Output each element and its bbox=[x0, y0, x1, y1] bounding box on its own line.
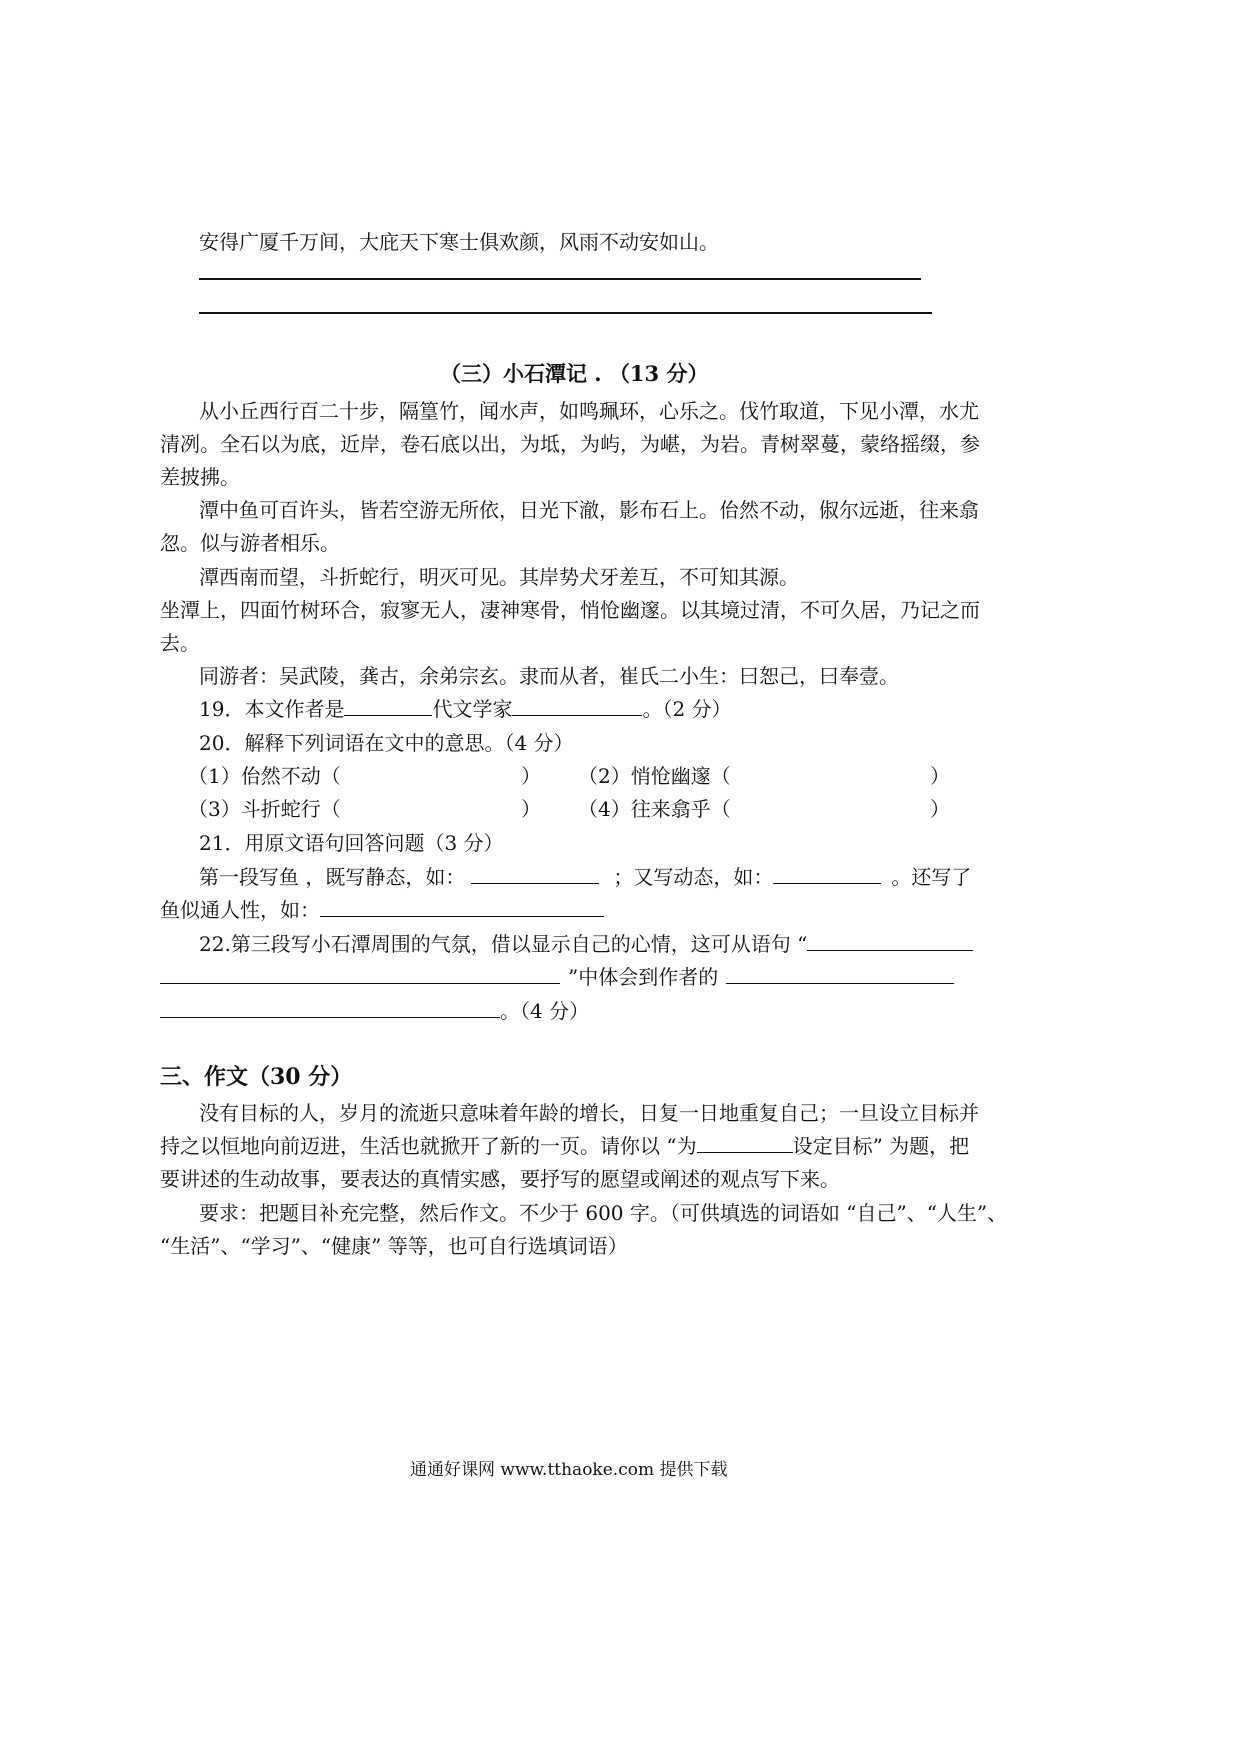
question-22-line-1 bbox=[199, 928, 973, 957]
q19-blank-dynasty[interactable] bbox=[344, 695, 432, 716]
q20-item-4-label: （4）往来翕乎（ bbox=[578, 797, 731, 821]
question-21-line-2 bbox=[160, 894, 604, 923]
composition-text-b: 设定目标” 为题，把 bbox=[792, 1134, 970, 1158]
passage-line: 清冽。全石以为底，近岸，卷石底以出，为坻，为屿，为嵁，为岩。青树翠蔓，蒙络摇缀，参 bbox=[160, 432, 980, 456]
composition-requirement: 要求：把题目补充完整，然后作文。不少于 600 字。（可供填选的词语如 “自己”、“人生”、 bbox=[199, 1201, 1008, 1225]
q21-blank-static[interactable] bbox=[471, 863, 599, 884]
passage-line: 坐潭上，四面竹树环合，寂寥无人，凄神寒骨，悄怆幽邃。以其境过清，不可久居，乃记之而 bbox=[160, 598, 980, 622]
q22-blank-mood-b[interactable] bbox=[160, 997, 500, 1018]
composition-requirement: “生活”、“学习”、“健康” 等等，也可自行选填词语） bbox=[160, 1234, 628, 1258]
composition-line-2 bbox=[160, 1130, 969, 1159]
q21-text-d: 鱼似通人性，如： bbox=[160, 898, 320, 922]
q22-blank-mood-a[interactable] bbox=[726, 963, 954, 984]
q22-blank-sentence-a[interactable] bbox=[807, 930, 973, 951]
answer-line-1 bbox=[199, 278, 921, 280]
q21-text-a: 第一段写鱼 ，既写静态，如： bbox=[199, 865, 466, 889]
composition-title-blank[interactable] bbox=[697, 1132, 793, 1153]
q20-item-1-label: （1）佁然不动（ bbox=[188, 764, 341, 788]
q21-text-b: ；又写动态，如： bbox=[613, 865, 774, 889]
passage-line: 去。 bbox=[160, 631, 200, 655]
q21-text-c: 。还写了 bbox=[891, 865, 972, 889]
q21-blank-dynamic[interactable] bbox=[773, 863, 881, 884]
passage-line: 从小丘西行百二十步，隔篁竹，闻水声，如鸣珮环，心乐之。伐竹取道，下见小潭，水尤 bbox=[199, 399, 979, 423]
question-21-line-1 bbox=[199, 861, 971, 890]
passage-line: 潭中鱼可百许头，皆若空游无所依，日光下澈，影布石上。佁然不动，俶尔远逝，往来翕 bbox=[199, 498, 979, 522]
q20-item-3-label: （3）斗折蛇行（ bbox=[188, 797, 341, 821]
question-22-line-2 bbox=[160, 961, 954, 990]
q22-blank-sentence-b[interactable] bbox=[160, 963, 560, 984]
question-22-line-3 bbox=[160, 995, 589, 1024]
footer-source: 通通好课网 www.tthaoke.com 提供下载 bbox=[410, 1460, 728, 1480]
q19-blank-author[interactable] bbox=[512, 695, 642, 716]
q20-item-2-label: （2）悄怆幽邃（ bbox=[578, 764, 731, 788]
section-title: （三）小石潭记 . （13 分） bbox=[440, 361, 709, 386]
composition-line: 要讲述的生动故事，要表达的真情实感，要抒写的愿望或阐述的观点写下来。 bbox=[160, 1167, 840, 1191]
q19-text-a: 19．本文作者是 bbox=[199, 697, 345, 721]
q19-text-b: 代文学家 bbox=[432, 697, 513, 721]
passage-line: 忽。似与游者相乐。 bbox=[160, 531, 340, 555]
composition-line: 没有目标的人，岁月的流逝只意味着年龄的增长，日复一日地重复自己；一旦设立目标并 bbox=[199, 1101, 979, 1125]
q21-blank-human[interactable] bbox=[320, 896, 604, 917]
q22-text-c: 。（4 分） bbox=[500, 999, 590, 1023]
answer-line-2 bbox=[199, 312, 932, 314]
q20-item-1-close: ） bbox=[521, 764, 541, 788]
q22-text-a: 22.第三段写小石潭周围的气氛，借以显示自己的心情，这可从语句 “ bbox=[199, 932, 808, 956]
q20-item-3-close: ） bbox=[521, 797, 541, 821]
q20-item-4-close: ） bbox=[930, 797, 950, 821]
passage-line: 同游者：吴武陵，龚古，余弟宗玄。隶而从者，崔氏二小生：曰恕己，曰奉壹。 bbox=[199, 664, 899, 688]
q19-text-c: 。（2 分） bbox=[642, 697, 732, 721]
passage-line: 差披拂。 bbox=[160, 465, 240, 489]
q22-text-b: ”中体会到作者的 bbox=[568, 965, 719, 989]
poem-line: 安得广厦千万间，大庇天下寒士俱欢颜，风雨不动安如山。 bbox=[199, 230, 719, 254]
question-19 bbox=[199, 693, 732, 722]
question-21-title: 21．用原文语句回答问题（3 分） bbox=[199, 831, 504, 855]
question-20-title: 20．解释下列词语在文中的意思。（4 分） bbox=[199, 731, 574, 755]
q20-item-2-close: ） bbox=[930, 764, 950, 788]
composition-text-a: 持之以恒地向前迈进，生活也就掀开了新的一页。请你以 “为 bbox=[160, 1134, 697, 1158]
passage-line: 潭西南而望，斗折蛇行，明灭可见。其岸势犬牙差互，不可知其源。 bbox=[199, 565, 799, 589]
composition-heading: 三、作文（30 分） bbox=[160, 1064, 353, 1090]
